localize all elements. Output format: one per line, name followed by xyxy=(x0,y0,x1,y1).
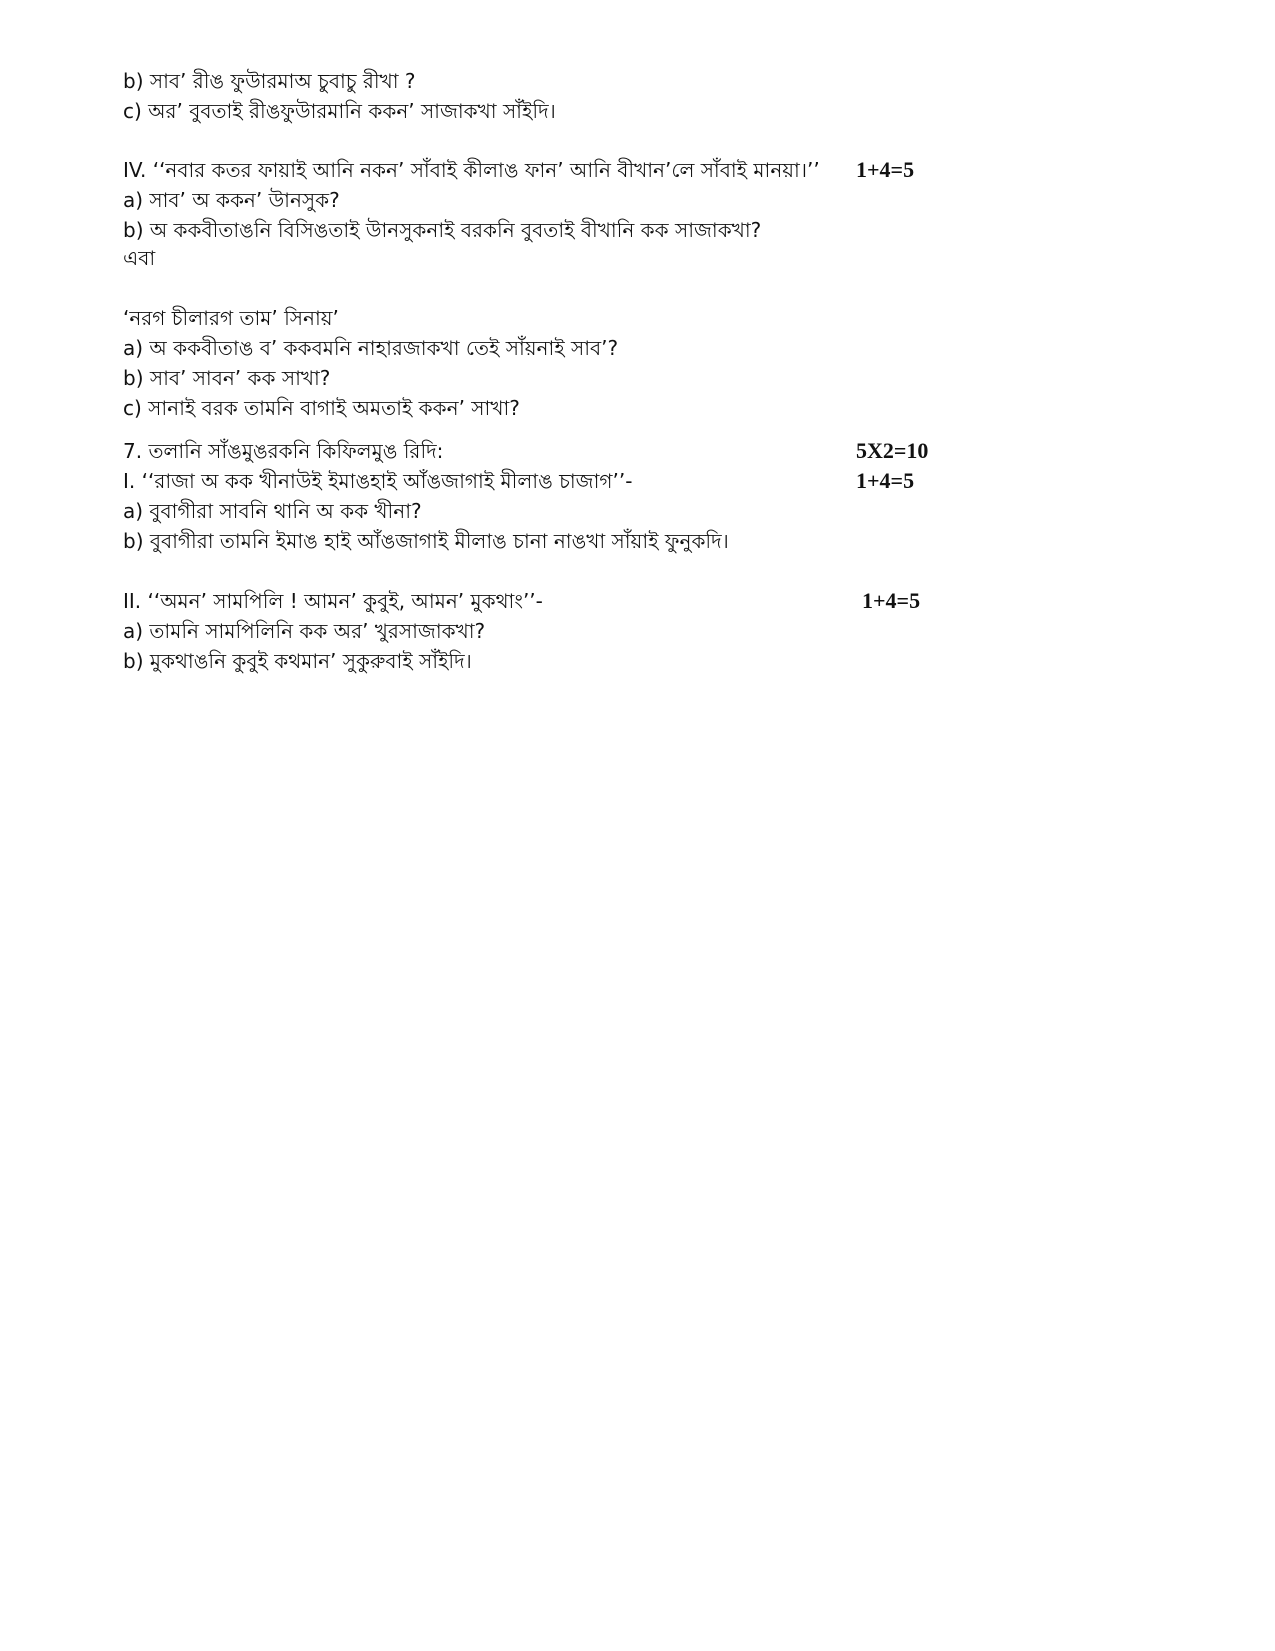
q7-ii-sub-a: a) তামনি সামপিলিনি কক অর’ খুরসাজাকখা? xyxy=(123,619,486,643)
or-divider: এবা xyxy=(123,246,156,270)
q7-marks: 5X2=10 xyxy=(856,438,929,463)
q3-sub-b: b) সাব’ রীঙ ফুউারমাঅ চুবাচু রীখা ? xyxy=(123,69,416,93)
q7-i-sub-a: a) বুবাগীরা সাবনি থানি অ কক খীনা? xyxy=(123,499,422,523)
q7-i-sub-b: b) বুবাগীরা তামনি ইমাঙ হাই আঁঙজাগাই মীলাঙ চানা নাঙখা সাঁয়াই ফুনুকদি। xyxy=(123,529,729,553)
q6-iv-sub-a: a) সাব’ অ ককন’ উানসুক? xyxy=(123,188,340,212)
q6-alt-sub-c: c) সানাই বরক তামনি বাগাই অমতাই ককন’ সাখা? xyxy=(123,396,520,420)
q6-alt-sub-b: b) সাব’ সাবন’ কক সাখা? xyxy=(123,366,331,390)
q7-heading: 7. তলানি সাঁঙমুঙরকনি কিফিলমুঙ রিদি: xyxy=(123,439,444,463)
q7-ii-marks: 1+4=5 xyxy=(862,588,921,613)
q3-sub-c: c) অর’ বুবতাই রীঙফুউারমানি ককন’ সাজাকখা সাঁইদি। xyxy=(123,99,556,123)
q7-i-passage: I. ‘‘রাজা অ কক খীনাউই ইমাঙহাই আঁঙজাগাই মীলাঙ চাজাগ’’- xyxy=(123,469,633,493)
q6-iv-passage: IV. ‘‘নবার কতর ফায়াই আনি নকন’ সাঁবাই কীলাঙ ফান’ আনি বীখান’লে সাঁবাই মানয়া।’’ xyxy=(123,158,820,182)
q7-ii-passage: II. ‘‘অমন’ সামপিলি ! আমন’ কুবুই, আমন’ মুকথাং’’- xyxy=(123,589,543,613)
q6-iv-sub-b: b) অ ককবীতাঙনি বিসিঙতাই উানসুকনাই বরকনি বুবতাই বীখানি কক সাজাকখা? xyxy=(123,218,762,242)
q7-ii-sub-b: b) মুকথাঙনি কুবুই কথমান’ সুকুরুবাই সাঁইদি। xyxy=(123,649,472,673)
q6-alt-passage: ‘নরগ চীলারগ তাম’ সিনায়’ xyxy=(123,306,339,330)
q6-iv-marks: 1+4=5 xyxy=(856,157,915,182)
q7-i-marks: 1+4=5 xyxy=(856,468,915,493)
q6-alt-sub-a: a) অ ককবীতাঙ ব’ ককবমনি নাহারজাকখা তেই সাঁয়নাই সাব’? xyxy=(123,336,619,360)
